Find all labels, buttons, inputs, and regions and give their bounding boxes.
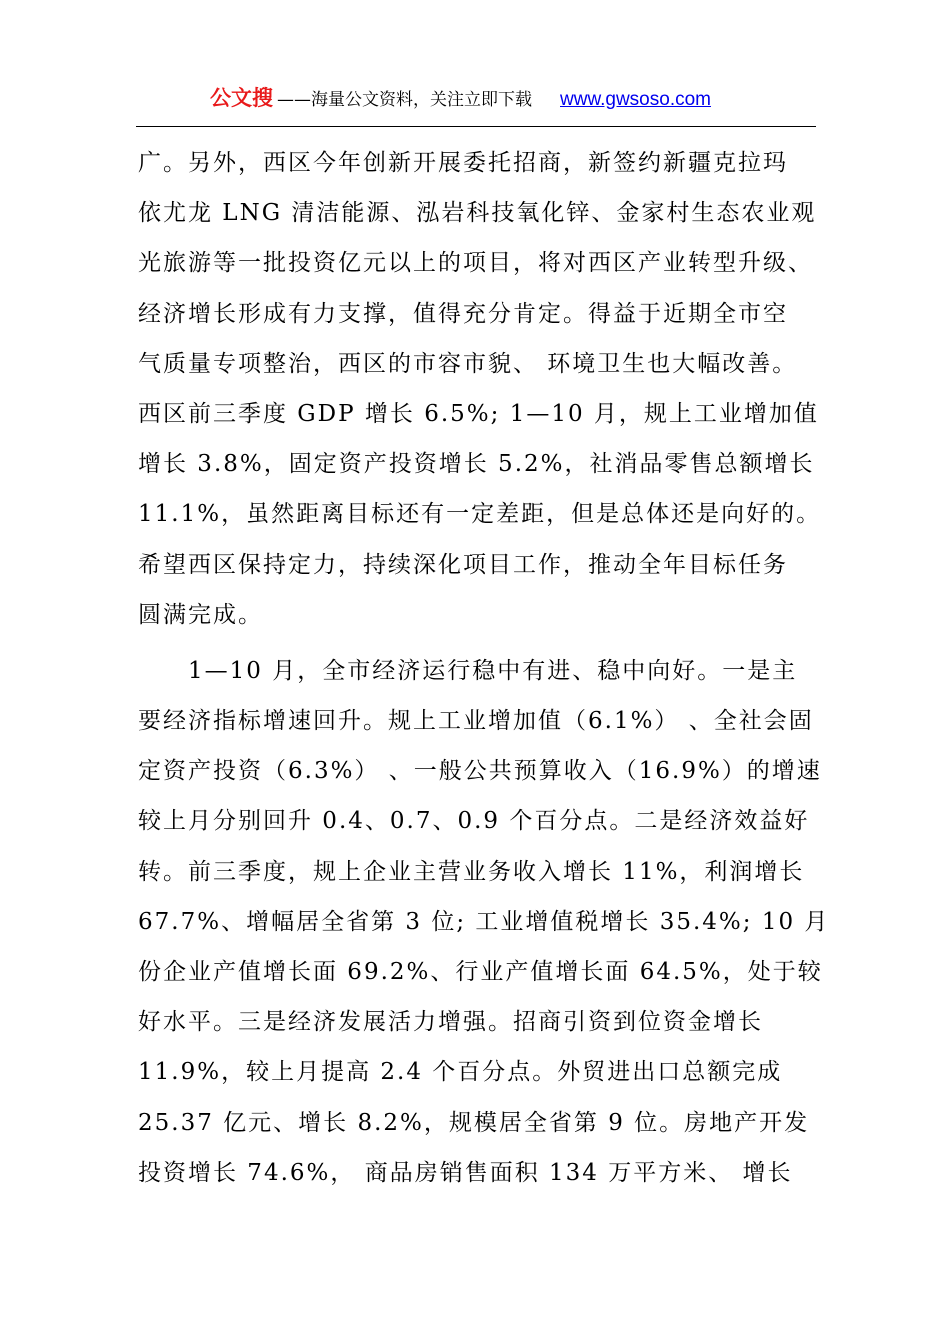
page-header [136,82,816,114]
text-line: 1—10 月，全市经济运行稳中有进、稳中向好。一是主 [138,657,798,684]
paragraph-2 [138,654,828,1206]
brand-logo-text: 公文搜 [210,86,273,110]
text-line: 经济增长形成有力支撑，值得充分肯定。得益于近期全市空 [138,300,788,327]
text-line: 要经济指标增速回升。规上工业增加值（6.1%） 、全社会固 [138,708,814,735]
text-line: 光旅游等一批投资亿元以上的项目，将对西区产业转型升级、 [138,250,813,277]
text-line: 增长 3.8%，固定资产投资增长 5.2%，社消品零售总额增长 [138,451,815,478]
text-line: 定资产投资（6.3%） 、一般公共预算收入（16.9%）的增速 [138,758,822,785]
document-body [138,146,828,1206]
text-line: 11.9%，较上月提高 2.4 个百分点。外贸进出口总额完成 [138,1059,783,1086]
text-line: 投资增长 74.6%， 商品房销售面积 134 万平方米、 增长 [138,1159,793,1186]
header-tagline: ——海量公文资料，关注立即下载 [277,90,532,110]
text-line: 广。另外，西区今年创新开展委托招商，新签约新疆克拉玛 [138,150,788,176]
text-line: 25.37 亿元、增长 8.2%，规模居全省第 9 位。房地产开发 [138,1109,810,1136]
text-line: 气质量专项整治，西区的市容市貌、 环境卫生也大幅改善。 [138,350,798,377]
header-divider [136,126,816,127]
text-line: 依尤龙 LNG 清洁能源、泓岩科技氧化锌、金家村生态农业观 [138,200,817,227]
text-line: 转。前三季度，规上企业主营业务收入增长 11%，利润增长 [138,858,805,885]
paragraph-1 [138,146,828,648]
text-line: 11.1%，虽然距离目标还有一定差距，但是总体还是向好的。 [138,501,822,528]
website-link[interactable]: www.gwsoso.com [560,89,711,110]
text-line: 好水平。三是经济发展活力增强。招商引资到位资金增长 [138,1009,763,1036]
text-line: 67.7%、增幅居全省第 3 位; 工业增值税增长 35.4%; 10 月 [138,908,830,935]
text-line: 份企业产值增长面 69.2%、行业产值增长面 64.5%，处于较 [138,959,823,985]
text-line: 圆满完成。 [138,601,263,628]
text-line: 希望西区保持定力，持续深化项目工作，推动全年目标任务 [138,551,788,578]
text-line: 西区前三季度 GDP 增长 6.5%; 1—10 月，规上工业增加值 [138,400,819,427]
text-line: 较上月分别回升 0.4、0.7、0.9 个百分点。二是经济效益好 [138,808,810,835]
